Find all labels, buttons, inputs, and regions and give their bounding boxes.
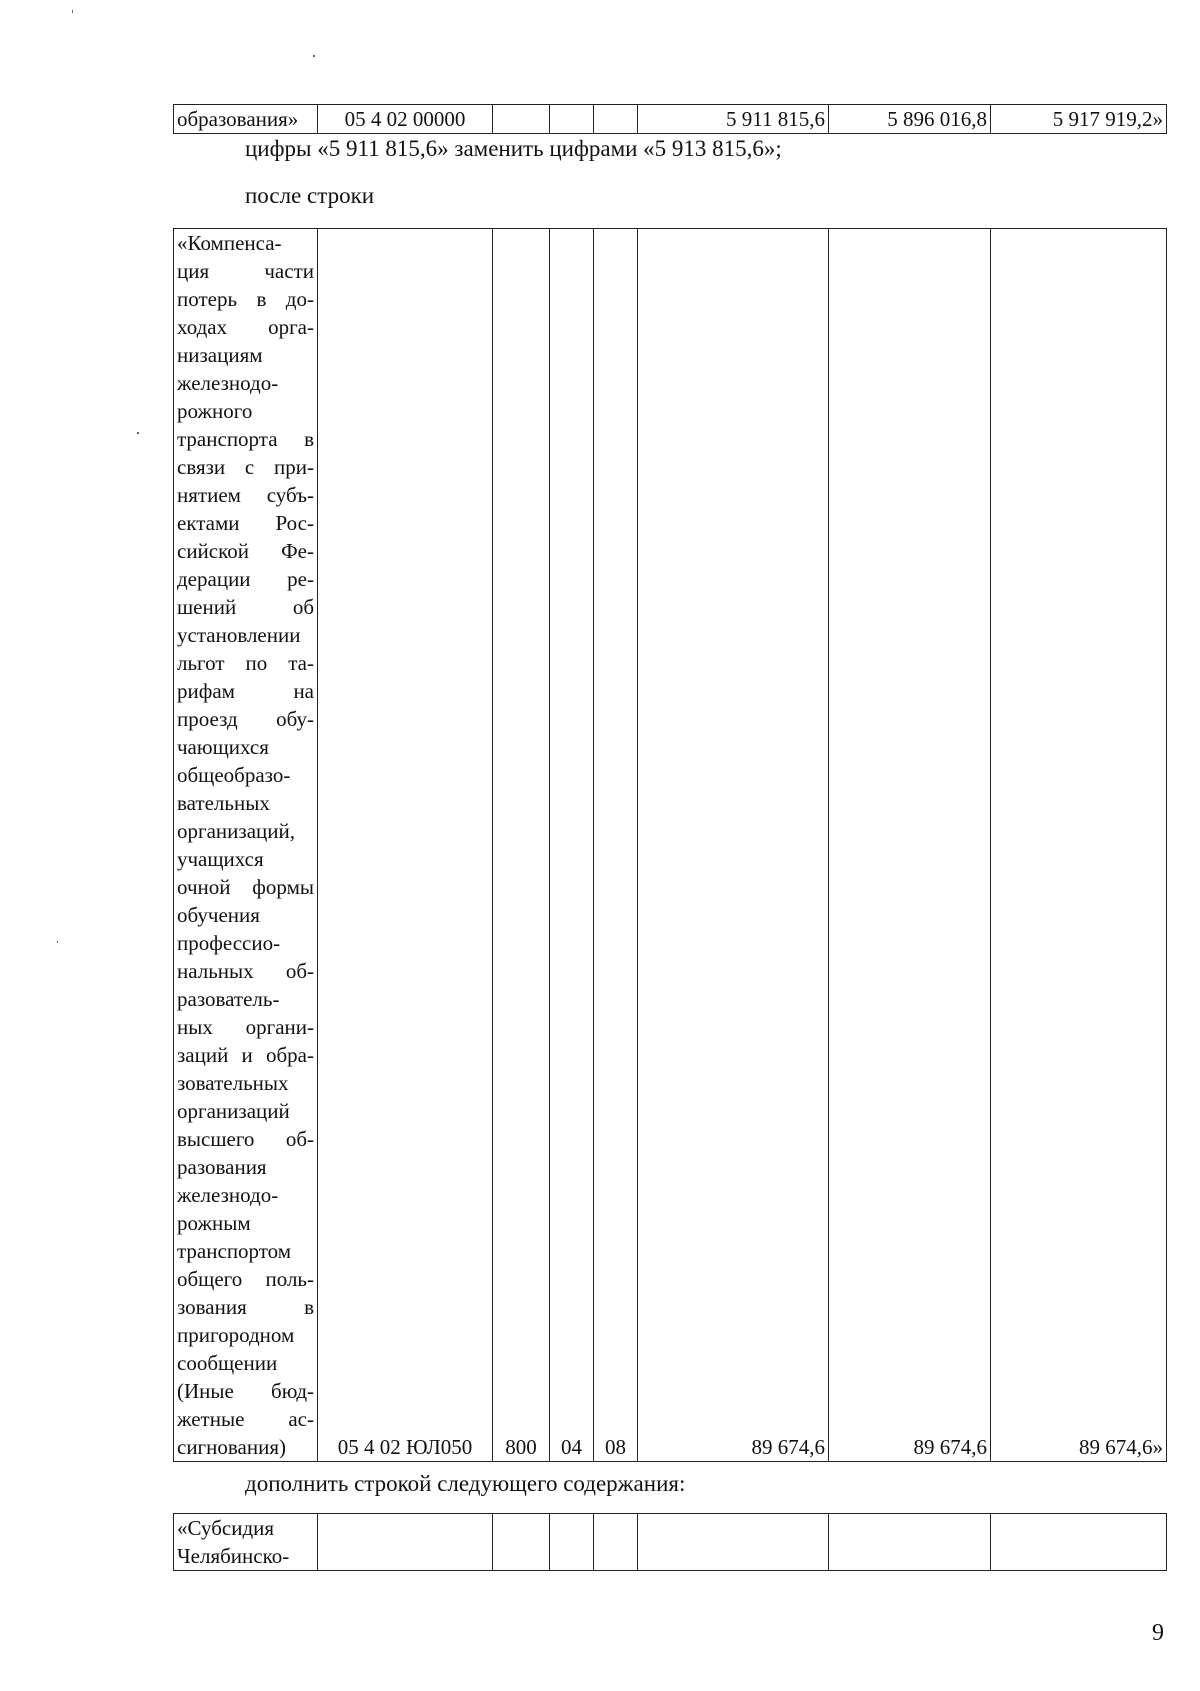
name-line: ция части (177, 259, 314, 283)
name-line: пригородном (177, 1323, 295, 1347)
cell-name (174, 1514, 318, 1571)
scan-speck (57, 941, 58, 943)
cell-code: 05 4 02 00000 (318, 105, 493, 134)
name-line: заций и обра- (177, 1043, 314, 1067)
table-row-subsidiya (173, 1513, 1167, 1571)
name-line: общего поль- (177, 1267, 314, 1291)
cell-sum-2: 89 674,6 (829, 229, 991, 1462)
name-line: рожного (177, 399, 253, 423)
name-lines (177, 229, 314, 1461)
cell-sum-3: 89 674,6» (991, 229, 1167, 1462)
cell-sum-2 (829, 1514, 991, 1571)
name-line: транспортом (177, 1239, 292, 1263)
name-line: учащихся (177, 847, 264, 871)
table-row-obrazovaniya (173, 104, 1167, 134)
table-row (174, 229, 1167, 1462)
table-row-kompensatsiya (173, 228, 1167, 1462)
cell-sum-2: 5 896 016,8 (829, 105, 991, 134)
name-line: зовательных (177, 1071, 289, 1095)
table-row (174, 1514, 1167, 1571)
scan-speck (313, 55, 315, 57)
name-line: ектами Рос- (177, 511, 314, 535)
name-line: проезд обу- (177, 707, 314, 731)
name-line: «Компенса- (177, 231, 282, 255)
scan-speck (137, 432, 139, 434)
cell-sum-1: 5 911 815,6 (638, 105, 829, 134)
cell-code (318, 1514, 493, 1571)
name-line: рифам на (177, 679, 314, 703)
name-line: сигнования) (177, 1435, 286, 1459)
name-line: разователь- (177, 987, 280, 1011)
name-line: транспорта в (177, 427, 314, 451)
cell-rz: 04 (550, 229, 594, 1462)
name-line: льгот по та- (177, 651, 314, 675)
instruction-replace-figures: цифры «5 911 815,6» заменить цифрами «5 913 815,6»; (245, 136, 782, 161)
name-line: сообщении (177, 1351, 278, 1375)
name-line: железнодо- (177, 1183, 279, 1207)
name-line: организаций (177, 1099, 290, 1123)
name-line: профессио- (177, 931, 281, 955)
name-line: Челябинско- (177, 1544, 290, 1568)
name-line: низациям (177, 343, 263, 367)
name-line: «Субсидия (177, 1516, 275, 1540)
name-line: железнодо- (177, 371, 279, 395)
cell-pr (594, 105, 638, 134)
name-line: (Иные бюд- (177, 1379, 314, 1403)
instruction-add-row: дополнить строкой следующего содержания: (245, 1471, 686, 1496)
cell-code: 05 4 02 ЮЛ050 (318, 229, 493, 1462)
name-line: рожным (177, 1211, 251, 1235)
cell-name (174, 229, 318, 1462)
name-line: чающихся (177, 735, 269, 759)
cell-rz (550, 105, 594, 134)
name-line: ных органи- (177, 1015, 314, 1039)
cell-vr (493, 1514, 550, 1571)
name-line: дерации ре- (177, 567, 314, 591)
name-line: шений об (177, 595, 314, 619)
cell-sum-3 (991, 1514, 1167, 1571)
name-line: общеобразо- (177, 763, 291, 787)
cell-rz (550, 1514, 594, 1571)
cell-pr (594, 1514, 638, 1571)
name-line: установлении (177, 623, 301, 647)
name-line: нальных об- (177, 959, 314, 983)
page-number: 9 (1152, 1620, 1164, 1646)
name-line: ходах орга- (177, 315, 314, 339)
scan-speck (72, 10, 73, 13)
cell-name: образования» (174, 105, 318, 134)
name-line: сийской Фе- (177, 539, 314, 563)
table-row (174, 105, 1167, 134)
name-lines (177, 1514, 314, 1570)
cell-sum-1: 89 674,6 (638, 229, 829, 1462)
name-line: высшего об- (177, 1127, 314, 1151)
instruction-after-row: после строки (245, 183, 375, 208)
name-line: потерь в до- (177, 287, 314, 311)
name-line: организаций, (177, 819, 295, 843)
name-line: очной формы (177, 875, 314, 899)
name-line: обучения (177, 903, 260, 927)
cell-sum-3: 5 917 919,2» (991, 105, 1167, 134)
name-line: нятием субъ- (177, 483, 314, 507)
name-line: разования (177, 1155, 267, 1179)
cell-pr: 08 (594, 229, 638, 1462)
name-line: вательных (177, 791, 270, 815)
cell-sum-1 (638, 1514, 829, 1571)
name-line: связи с при- (177, 455, 314, 479)
name-line: жетные ас- (177, 1407, 314, 1431)
cell-vr (493, 105, 550, 134)
cell-vr: 800 (493, 229, 550, 1462)
name-line: зования в (177, 1295, 314, 1319)
